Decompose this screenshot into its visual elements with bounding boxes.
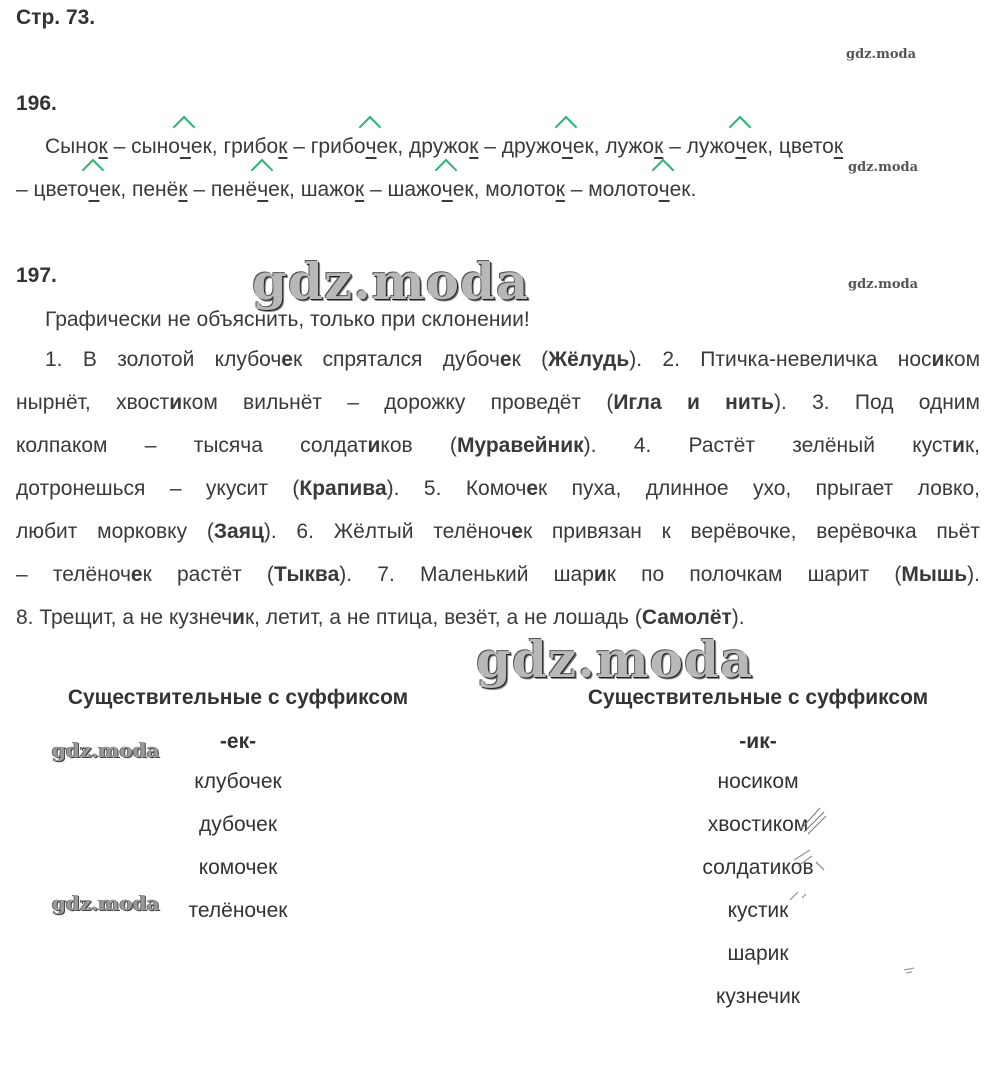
- text-segment: ). 4. Растёт зелёный куст: [583, 434, 953, 457]
- text-segment: ек, цвето: [746, 135, 834, 158]
- underlined-letter: ч: [257, 168, 268, 211]
- bold-segment: Жёлудь: [548, 348, 630, 371]
- watermark: gdz.moda: [846, 47, 917, 62]
- bold-segment: Муравейник: [456, 434, 584, 457]
- underlined-letter: к: [354, 178, 365, 201]
- text-segment: к привязан к верёвочке, верёвочка пьёт: [522, 520, 980, 543]
- riddle-line: [16, 424, 980, 467]
- text-segment: ек, грибо: [190, 135, 279, 158]
- text-segment: к,: [964, 434, 980, 457]
- text-segment: ком: [944, 348, 981, 371]
- text-segment: к (: [511, 348, 549, 371]
- column-ik: [548, 686, 968, 710]
- underlined-letter: ч: [562, 125, 573, 168]
- word-item: комочек: [198, 856, 278, 879]
- underlined-letter: к: [469, 135, 479, 158]
- word-item: кузнечик: [716, 985, 800, 1008]
- suffix-label: -ик-: [739, 730, 777, 753]
- watermark: gdz.moda: [52, 738, 160, 762]
- bold-segment: Игла и нить: [613, 391, 774, 414]
- word-item: носиком: [717, 770, 799, 793]
- underlined-letter: ч: [89, 168, 100, 211]
- bold-segment: Тыква: [273, 563, 340, 586]
- bold-segment: е: [130, 563, 143, 586]
- text-segment: – лужо: [663, 135, 736, 158]
- riddle-line: [16, 381, 980, 424]
- word-item: хвостиком: [707, 813, 809, 836]
- word-item: дубочек: [198, 813, 278, 836]
- text-segment: ек.: [669, 178, 697, 201]
- underlined-letter: к: [98, 135, 108, 158]
- text-segment: ек, пенё: [99, 178, 179, 201]
- word-item: шарик: [727, 942, 789, 965]
- text-segment: к пуха, длинное ухо, прыгает ловко,: [538, 477, 980, 500]
- underlined-letter: к: [555, 178, 565, 201]
- text-segment: 1. В золотой клубоч: [45, 348, 282, 371]
- text-segment: ). 2. Птичка-невеличка нос: [629, 348, 932, 371]
- suffix-label: -ек-: [219, 730, 257, 753]
- word-item: телёночек: [188, 899, 288, 922]
- watermark: gdz.moda: [52, 891, 160, 915]
- underlined-letter: ч: [659, 168, 670, 211]
- text-segment: – грибо: [287, 135, 366, 158]
- watermark-large: gdz.moda: [252, 252, 530, 311]
- scribble-mark: [900, 960, 920, 980]
- riddle-line: [16, 338, 980, 381]
- bold-segment: и: [367, 434, 381, 457]
- riddle-line: [16, 510, 980, 553]
- underlined-letter: к: [833, 135, 844, 158]
- column-ek-items: [138, 770, 338, 942]
- text-segment: – пенё: [187, 178, 258, 201]
- bold-segment: и: [931, 348, 945, 371]
- watermark-large: gdz.moda: [476, 630, 754, 689]
- text-segment: ков (: [380, 434, 457, 457]
- exercise-number-196: 196.: [16, 92, 57, 115]
- riddle-line: [16, 467, 980, 510]
- text-segment: любит морковку (: [16, 520, 214, 543]
- word-item: солдатиков: [702, 856, 814, 879]
- text-segment: ). 6. Жёлтый телёноч: [263, 520, 512, 543]
- bold-segment: и: [232, 606, 245, 629]
- bold-segment: е: [526, 477, 539, 500]
- bold-segment: Крапива: [299, 477, 387, 500]
- exercise-196-line-1: [45, 125, 980, 168]
- text-segment: к спрятался дубоч: [292, 348, 500, 371]
- exercise-number-197: 197.: [16, 264, 57, 287]
- underlined-letter: ч: [366, 125, 377, 168]
- text-segment: – сыно: [107, 135, 180, 158]
- text-segment: ек, дружо: [376, 135, 470, 158]
- bold-segment: Самолёт: [641, 606, 732, 629]
- underlined-letter: к: [278, 135, 288, 158]
- text-segment: ).: [967, 563, 980, 586]
- bold-segment: и: [952, 434, 965, 457]
- text-segment: ).: [731, 606, 745, 629]
- underlined-letter: к: [178, 178, 188, 201]
- word-item: кустик: [727, 899, 789, 922]
- underlined-letter: к: [654, 135, 664, 158]
- text-segment: ек, шажо: [268, 178, 355, 201]
- text-segment: ). 5. Комоч: [386, 477, 527, 500]
- riddle-line: [16, 553, 980, 596]
- page-reference: Стр. 73.: [16, 6, 96, 29]
- bold-segment: Мышь: [901, 563, 968, 586]
- bold-segment: е: [499, 348, 512, 371]
- column-ek: [28, 686, 448, 710]
- underlined-letter: ч: [735, 125, 746, 168]
- text-segment: Сыно: [45, 135, 99, 158]
- watermark: gdz.moda: [848, 160, 919, 175]
- text-segment: 8. Трещит, а не кузнеч: [16, 606, 233, 629]
- exercise-196-line-2: [16, 168, 980, 211]
- text-segment: нырнёт, хвост: [16, 391, 170, 414]
- bold-segment: е: [281, 348, 293, 371]
- exercise-197-intro: Графически не объяснить, только при склонении!: [45, 308, 530, 331]
- text-segment: к по полочкам шарит (: [606, 563, 902, 586]
- watermark: gdz.moda: [848, 277, 919, 292]
- text-segment: ек, лужо: [572, 135, 655, 158]
- column-heading: Существительные с суффиксом: [587, 686, 929, 709]
- text-segment: – шажо: [364, 178, 442, 201]
- text-segment: – телёноч: [16, 563, 131, 586]
- text-segment: ком вильнёт – дорожку проведёт (: [182, 391, 614, 414]
- text-segment: колпаком – тысяча солдат: [16, 434, 368, 457]
- text-segment: ек, молото: [452, 178, 556, 201]
- column-heading: Существительные с суффиксом: [67, 686, 409, 709]
- bold-segment: и: [593, 563, 607, 586]
- underlined-letter: ч: [442, 168, 453, 211]
- bold-segment: и: [169, 391, 183, 414]
- underlined-letter: ч: [180, 125, 191, 168]
- text-segment: ). 7. Маленький шар: [339, 563, 594, 586]
- word-item: клубочек: [194, 770, 282, 793]
- bold-segment: е: [511, 520, 523, 543]
- bold-segment: Заяц: [213, 520, 264, 543]
- text-segment: к, летит, а не птица, везёт, а не лошадь (: [244, 606, 642, 629]
- exercise-197-riddles: [16, 338, 980, 639]
- text-segment: дотронешься – укусит (: [16, 477, 300, 500]
- text-segment: – цвето: [16, 178, 89, 201]
- scribble-marks: [780, 800, 840, 920]
- text-segment: к растёт (: [142, 563, 274, 586]
- text-segment: ). 3. Под одним: [773, 391, 980, 414]
- text-segment: – молото: [564, 178, 659, 201]
- text-segment: – дружо: [478, 135, 562, 158]
